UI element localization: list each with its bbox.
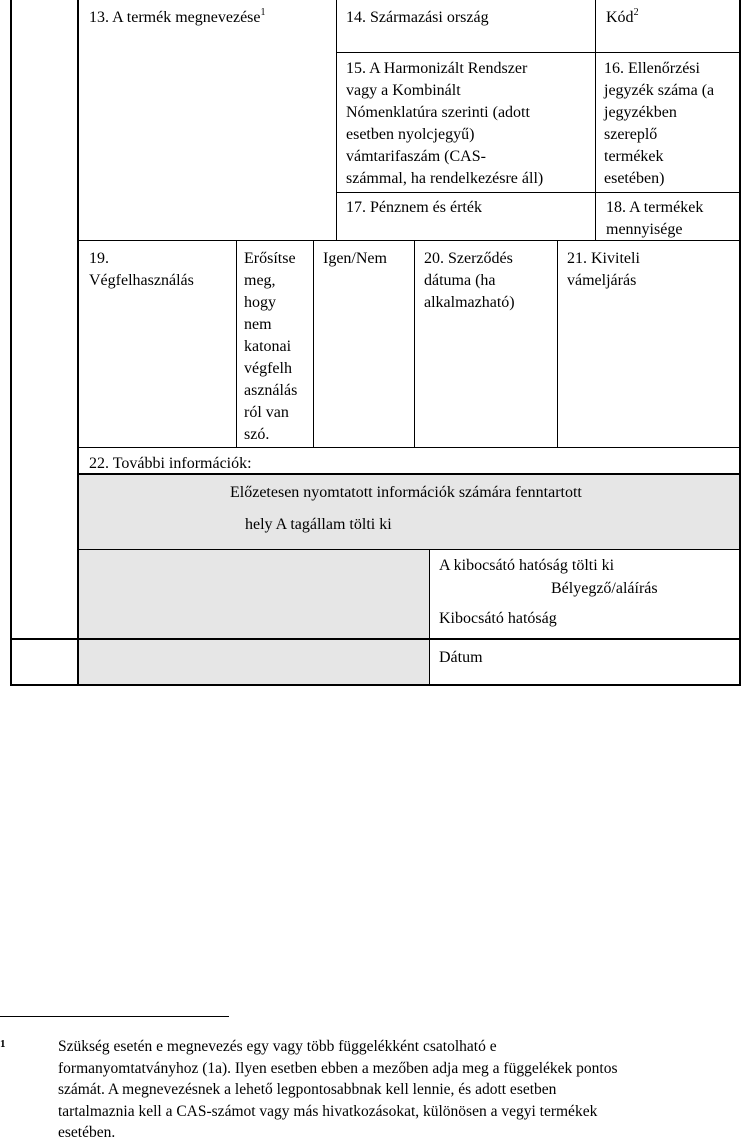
field-21-export-procedure: 21. Kiviteli vámeljárás (567, 250, 640, 289)
divider-confirm-yesno (313, 240, 314, 447)
field-confirm-non-military: Erősítse meg, hogy nem katonai végfelh asználás ról van szó. (244, 250, 298, 443)
field-code: Kód$^2$ (606, 7, 639, 26)
divider-14-kod (595, 0, 596, 240)
rule-below-14 (336, 52, 740, 53)
date-label: Dátum (439, 649, 483, 666)
table-left-border (10, 0, 12, 686)
blank-shaded-cell-2 (79, 640, 429, 686)
field-18-quantity: 18. A termékek mennyisége (606, 199, 704, 238)
margin-column-divider (77, 0, 79, 686)
issuer-fill-label: A kibocsátó hatóság tölti ki (439, 557, 615, 574)
blank-shaded-cell-1 (79, 550, 429, 640)
field-13-product-description: 13. A termék megnevezése$^1$ (89, 7, 266, 26)
field-yes-no: Igen/Nem (323, 250, 387, 267)
rule-above-date-row (10, 638, 741, 640)
divider-shaded-issuer (429, 550, 430, 686)
rule-below-15 (336, 192, 740, 193)
footnote-text: Szükség esetén e megnevezés egy vagy több függelékként csatolható e formanyomtatványhoz (1a). Ilyen esetben ebben a mezőben adja meg a függelékek pontos számát. A megnevezésnek a lehető legpontosabbnak kell lennie, és adott esetben tartalmaznia kell a CAS-számot vagy más hivatkozásokat, különösen a vegyi termékek esetében. (58, 1038, 618, 1141)
table-right-border (739, 0, 741, 686)
divider-19-confirm (236, 240, 237, 447)
footnote (0, 1036, 742, 1141)
field-17-currency-and-value: 17. Pénznem és érték (346, 199, 482, 216)
field-19-end-use: 19. Végfelhasználás (89, 250, 194, 289)
field-20-contract-date: 20. Szerződés dátuma (ha alkalmazható) (424, 250, 515, 311)
field-22-additional-information: 22. További információk: (89, 455, 252, 472)
footnote-separator (0, 1016, 229, 1017)
divider-13-14 (336, 0, 337, 240)
rule-below-19 (79, 447, 740, 448)
issuing-authority-label: Kibocsátó hatóság (439, 610, 557, 627)
field-15-tariff-number: 15. A Harmonizált Rendszer vagy a Kombinált Nómenklatúra szerinti (adott esetben nyolcjegyű) vámtarifaszám (CAS- számmal, ha rendelkezésre áll) (346, 60, 544, 187)
reserved-text-line-1: Előzetesen nyomtatott információk számára fenntartott (230, 484, 582, 501)
table-bottom-border (10, 684, 741, 686)
footnote-number: 1 (0, 1038, 6, 1050)
stamp-signature-label: Bélyegző/aláírás (551, 580, 658, 597)
field-14-country-of-origin: 14. Származási ország (346, 9, 489, 26)
field-16-control-list-number: 16. Ellenőrzési jegyzék száma (a jegyzékben szereplő termékek esetében) (604, 60, 715, 187)
rule-below-reserved (79, 549, 740, 550)
reserved-text-line-2: hely A tagállam tölti ki (245, 516, 392, 533)
divider-20-21 (557, 240, 558, 447)
divider-yesno-20 (414, 240, 415, 447)
